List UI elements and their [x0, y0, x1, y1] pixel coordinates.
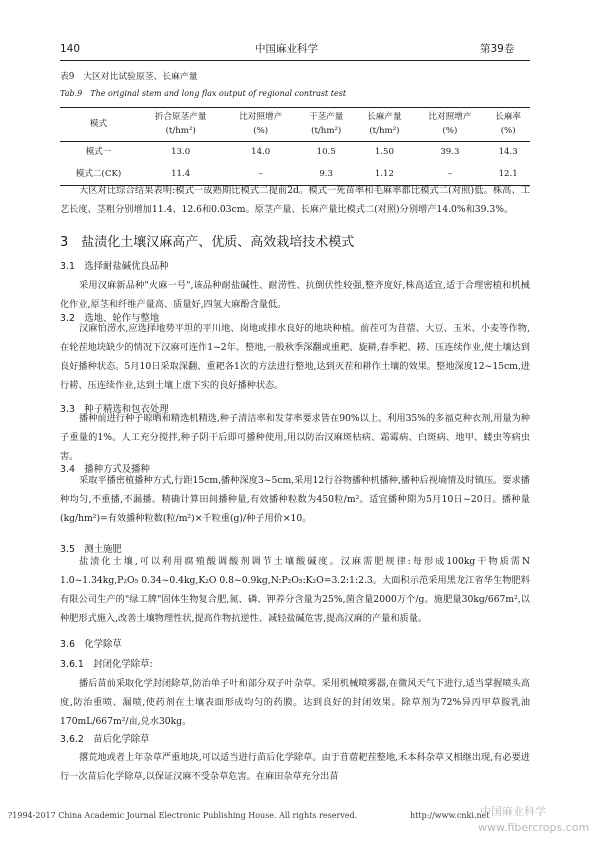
col-increase2-header: 比对照增产 (%) — [428, 112, 472, 136]
section-3-2-heading: 3.2 选地、轮作与整地 — [60, 313, 160, 324]
col-rate-header: 长麻率 (%) — [495, 112, 522, 136]
cell-rate: 14.3 — [498, 147, 518, 158]
result-paragraph: 大区对比综合结果表明:模式一成熟期比模式二提前2d。模式一死苗率和毛麻率都比模式二(对照)低。株高、工艺长度、茎粗分别增加11.4、12.6和0.03cm。原茎产量、长麻产量比模式二(对照)分别增产14.0%和39.3%。 — [60, 185, 530, 215]
watermark-line2: www.fibercrops.com — [478, 821, 590, 834]
page-number: 140 — [60, 43, 81, 55]
section-3-6-2-paragraph: 撂荒地或者上年杂草严重地块,可以适当进行苗后化学除草。由于苜蓿耙茬整地,禾本科杂草又相继出现,有必要进行一次苗后化学除草,以保证汉麻不受杂草危害。在麻田杂草充分出苗 — [60, 752, 530, 782]
cell-increase1: 14.0 — [251, 147, 271, 158]
cell-long-flax: 1.12 — [374, 168, 394, 179]
section-3-3-paragraph: 播种前进行种子晾晒和精选机精选,种子清洁率和发芽率要求皆在90%以上。利用35%的多福克种衣剂,用量为种子重量的1%。人工充分搅拌,种子阴干后即可播种使用,用以防治汉麻斑枯病、霜霉病、白斑病、地甲、蝼虫等病虫害。 — [60, 413, 530, 462]
section-3-heading: 3 盐渍化土壤汉麻高产、优质、高效栽培技术模式 — [60, 235, 355, 250]
watermark-line1: 中国麻业科学 — [480, 805, 546, 818]
section-3-5-heading: 3.5 测土施肥 — [60, 544, 122, 555]
header-rule — [60, 60, 530, 61]
section-3-2-paragraph: 汉麻怕涝水,应选择地势平坦的平川地、岗地或排水良好的地块种植。前茬可为苜蓿、大豆、玉米、小麦等作物,在轮茬地块缺少的情况下汉麻可连作1~2年。整地,一般秋季深翻或重耙、旋耕,春季耙、耢、压连续作业,使土壤达到良好播种状态。5月10日采取深翻、重耙各1次的方法进行整地,达到灭茬和耕作土壤的效果。整地深度12~15cm,进行耢、压连续作业,达到土壤上虚下实的良好播种状态。 — [60, 323, 530, 391]
section-3-1-heading: 3.1 选择耐盐碱优良品种 — [60, 261, 169, 272]
col-long-flax-header: 长麻产量 (t/hm²) — [367, 112, 402, 136]
col-mode-header: 模式 — [89, 119, 108, 130]
col-increase1-header: 比对照增产 (%) — [239, 112, 283, 136]
section-3-6-2-heading: 3.6.2 苗后化学除草 — [60, 734, 150, 745]
cell-increase2: – — [447, 168, 453, 179]
copyright-footer: ?1994-2017 China Academic Journal Electronic Publishing House. All rights reserved. — [8, 811, 358, 820]
section-3-6-1-paragraph: 播后苗前采取化学封闭除草,防治单子叶和部分双子叶杂草。采用机械喷雾器,在微风天气下进行,适当掌握喷头高度,防治重喷、漏喷,使药剂在土壤表面形成均匀的药膜。达到良好的封闭效果。除草剂为72%异丙甲草胺乳油170mL/667m²/亩,兑水30kg。 — [60, 678, 530, 727]
table-caption-en: Tab.9 The original stem and long flax output of regional contrast test — [60, 89, 347, 98]
volume-label: 第39卷 — [480, 43, 515, 55]
section-3-5-paragraph: 盐渍化土壤,可以利用腐殖酸调酸剂调节土壤酸碱度。汉麻需肥规律:每形成100kg干物质需N 1.0~1.34kg,P₂O₅ 0.34~0.4kg,K₂O 0.8~0.9kg,N:P₂O₅:K₂O=3.2:1:2.3。大面积示范采用黑龙江省华生物肥料有限公司生产的"绿工牌"固体生物复合肥,氮、磷、钾养分含量为25%,菌含量2000万个/g。施肥量30kg/667m²,以种肥形式施入,改善土壤物理性状,提高作物抗逆性、减轻盐碱危害,提高汉麻的产量和质量。 — [60, 556, 530, 624]
yield-table — [60, 107, 530, 186]
cell-stem: 11.4 — [171, 168, 191, 179]
table-caption-cn: 表9 大区对比试验原茎、长麻产量 — [60, 72, 198, 82]
cell-stem: 13.0 — [171, 147, 191, 158]
section-3-4-heading: 3.4 播种方式及播种 — [60, 464, 150, 475]
cell-mode: 模式二(CK) — [75, 168, 122, 179]
col-stem-header: 折合原茎产量 (t/hm²) — [154, 112, 207, 136]
cell-dry-stem: 9.3 — [319, 168, 334, 179]
cell-rate: 12.1 — [498, 168, 518, 179]
section-3-6-heading: 3.6 化学除草 — [60, 639, 122, 650]
col-dry-stem-header: 干茎产量 (t/hm²) — [308, 112, 344, 136]
section-3-4-paragraph: 采取平播密植播种方式,行距15cm,播种深度3~5cm,采用12行谷物播种机播种,播种后视墒情及时镇压。要求播种均匀,不重播,不漏播。精确计算田间播种量,有效播种粒数为450粒/m²。适宜播种期为5月10日~20日。播种量(kg/hm²)=有效播种粒数(粒/m²)×千粒重(g)/种子用价×10。 — [60, 475, 530, 524]
cell-mode: 模式一 — [85, 147, 112, 158]
cell-increase2: 39.3 — [440, 147, 460, 158]
footer-url: http://www.cnki.net — [410, 811, 490, 820]
section-3-6-1-heading: 3.6.1 封闭化学除草: — [60, 659, 153, 670]
table-header-row — [60, 108, 530, 142]
table-row — [60, 142, 530, 164]
cell-increase1: – — [258, 168, 263, 179]
cell-dry-stem: 10.5 — [316, 147, 336, 158]
section-3-3-heading: 3.3 种子精选和包衣处理 — [60, 404, 169, 415]
section-3-1-paragraph: 采用汉麻新品种"火麻一号",该品种耐盐碱性、耐涝性、抗倒伏性较强,整齐度好,株高适宜,适于合理密植和机械化作业,原茎和纤维产量高、质量好,四氢大麻酚含量低。 — [60, 280, 530, 310]
cell-long-flax: 1.50 — [374, 147, 394, 158]
journal-title: 中国麻业科学 — [255, 43, 318, 55]
